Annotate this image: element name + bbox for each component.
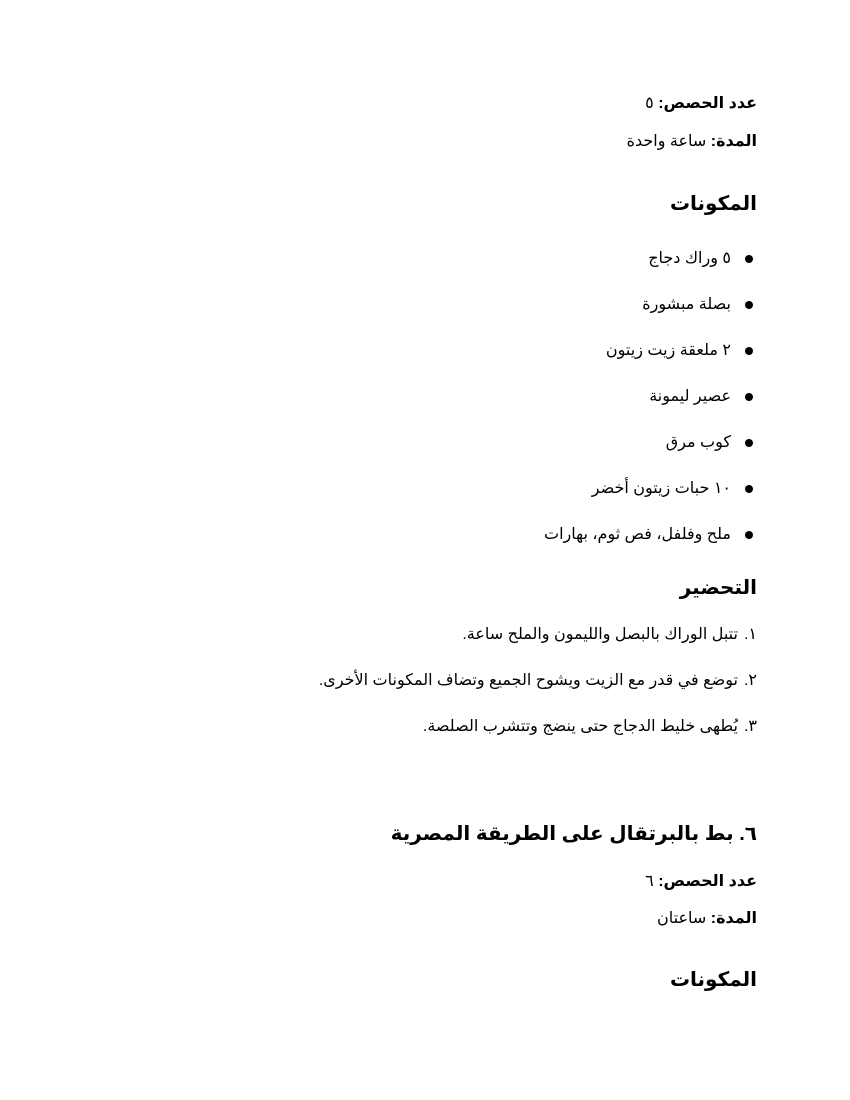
ingredient-text: كوب مرق — [665, 434, 731, 451]
list-item — [319, 712, 757, 758]
ingredients-heading: المكونات — [669, 193, 757, 215]
ingredient-text: عصير ليمونة — [649, 388, 731, 405]
list-item — [544, 374, 757, 420]
step-text: تتبل الوراك بالبصل والليمون والملح ساعة. — [462, 626, 738, 643]
list-item — [544, 512, 757, 558]
ingredients-list — [544, 236, 757, 558]
list-item — [319, 620, 757, 666]
bullet-icon — [745, 439, 753, 447]
servings-value: ٦ — [645, 873, 654, 890]
ingredient-text: ٥ وراك دجاج — [648, 250, 731, 267]
ingredient-text: ٢ ملعقة زيت زيتون — [605, 342, 731, 359]
step-text: يُطهى خليط الدجاج حتى ينضج وتتشرب الصلصة. — [422, 718, 738, 735]
list-item — [544, 282, 757, 328]
servings-line — [645, 872, 757, 892]
list-item — [544, 328, 757, 374]
step-number: ١. — [743, 626, 757, 643]
list-item — [544, 466, 757, 512]
step-text: توضع في قدر مع الزيت ويشوح الجميع وتضاف المكونات الأخرى. — [318, 672, 738, 689]
duration-value: ساعتان — [657, 910, 707, 927]
list-item — [544, 236, 757, 282]
duration-label: المدة: — [710, 133, 757, 150]
ingredient-text: ملح وفلفل، فص ثوم، بهارات — [544, 526, 731, 543]
step-number: ٣. — [743, 718, 757, 735]
steps-list — [319, 620, 757, 758]
bullet-icon — [745, 485, 753, 493]
list-item — [544, 420, 757, 466]
duration-value: ساعة واحدة — [626, 133, 707, 150]
servings-line — [645, 94, 757, 114]
bullet-icon — [745, 347, 753, 355]
bullet-icon — [745, 393, 753, 401]
ingredient-text: بصلة مبشورة — [642, 296, 731, 313]
duration-line — [657, 909, 757, 929]
servings-label: عدد الحصص: — [658, 95, 757, 112]
step-number: ٢. — [743, 672, 757, 689]
bullet-icon — [745, 531, 753, 539]
preparation-heading: التحضير — [679, 577, 757, 599]
duration-label: المدة: — [710, 910, 757, 927]
ingredients-heading: المكونات — [669, 969, 757, 991]
ingredient-text: ١٠ حبات زيتون أخضر — [591, 480, 731, 497]
bullet-icon — [745, 301, 753, 309]
bullet-icon — [745, 255, 753, 263]
servings-label: عدد الحصص: — [658, 873, 757, 890]
list-item — [319, 666, 757, 712]
servings-value: ٥ — [645, 95, 654, 112]
recipe-title: ٦. بط بالبرتقال على الطريقة المصرية — [390, 823, 757, 845]
duration-line — [627, 132, 757, 152]
